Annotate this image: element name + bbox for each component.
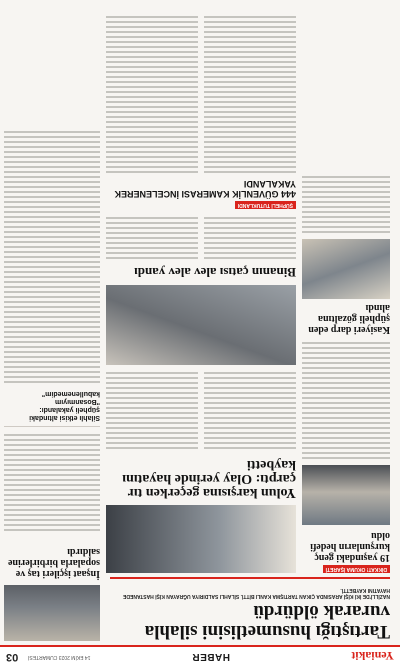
camera-body-2 bbox=[106, 13, 198, 173]
fire-photo bbox=[106, 285, 296, 365]
sidebar-body bbox=[4, 128, 100, 383]
divider-line bbox=[110, 577, 390, 579]
fire-body-1 bbox=[204, 214, 296, 259]
workers-photo bbox=[4, 585, 100, 641]
page-number: 03 bbox=[6, 651, 19, 663]
workers-headline: İnşaat işçileri taş ve sopalarla birbirlerine saldırdı bbox=[8, 546, 100, 579]
camera-body-1 bbox=[204, 13, 296, 173]
teen-story-headline: 19 yaşındaki genç kurşunların hedefi oldu bbox=[310, 530, 390, 563]
police-story-headline: Kasiyeri darp eden şüpheli gözaltına alındı bbox=[308, 302, 390, 335]
traffic-body-2 bbox=[106, 369, 198, 449]
column-rule bbox=[4, 426, 100, 427]
section-label: HABER bbox=[191, 651, 230, 662]
traffic-headline: Yolun karşısına geçerken tır çarptı: Olay yerinde hayatını kaybetti bbox=[122, 457, 296, 500]
camera-story-headline: 444 GÜVENLİK KAMERASI İNCELENEREK YAKALANDI bbox=[114, 179, 296, 199]
right-column bbox=[4, 121, 100, 641]
teen-story-tag: DİKKAT! OKUMA İŞARETİ bbox=[323, 565, 390, 573]
lead-headline: Tartıştığı husumetlisini silahla vurarak öldürdü bbox=[144, 601, 390, 642]
teen-story-photo bbox=[302, 465, 390, 525]
police-story-photo bbox=[302, 239, 390, 299]
sidebar-headline: Silahlı etkisi altındaki şüpheli yakalandı: "Bosanmıyım kabullenemedim" bbox=[29, 390, 100, 421]
lead-deck: NAZİLLİ'DE İKİ KİŞİ ARASINDA ÇIKAN TARTIŞMA KANLI BİTTİ. SİLAHLI SALDIRIYA UĞRAYAN KİŞİ HASTANEDE HAYATINI KAYBETTİ. bbox=[123, 587, 390, 599]
teen-story-body bbox=[302, 339, 390, 459]
fire-headline: Binanın çatısı alev alev yandı bbox=[134, 265, 296, 280]
masthead bbox=[0, 645, 400, 665]
workers-body bbox=[4, 431, 100, 531]
camera-story-tag: ŞÜPHELİ TUTUKLANDI bbox=[235, 201, 296, 209]
traffic-body-1 bbox=[204, 369, 296, 449]
fire-body-2 bbox=[106, 214, 198, 259]
traffic-photo bbox=[106, 505, 296, 573]
police-story-body bbox=[302, 173, 390, 233]
issue-date: 14 EKİM 2023 CUMARTESİ bbox=[28, 654, 91, 660]
newspaper-logo: Yeniakit bbox=[351, 649, 394, 663]
